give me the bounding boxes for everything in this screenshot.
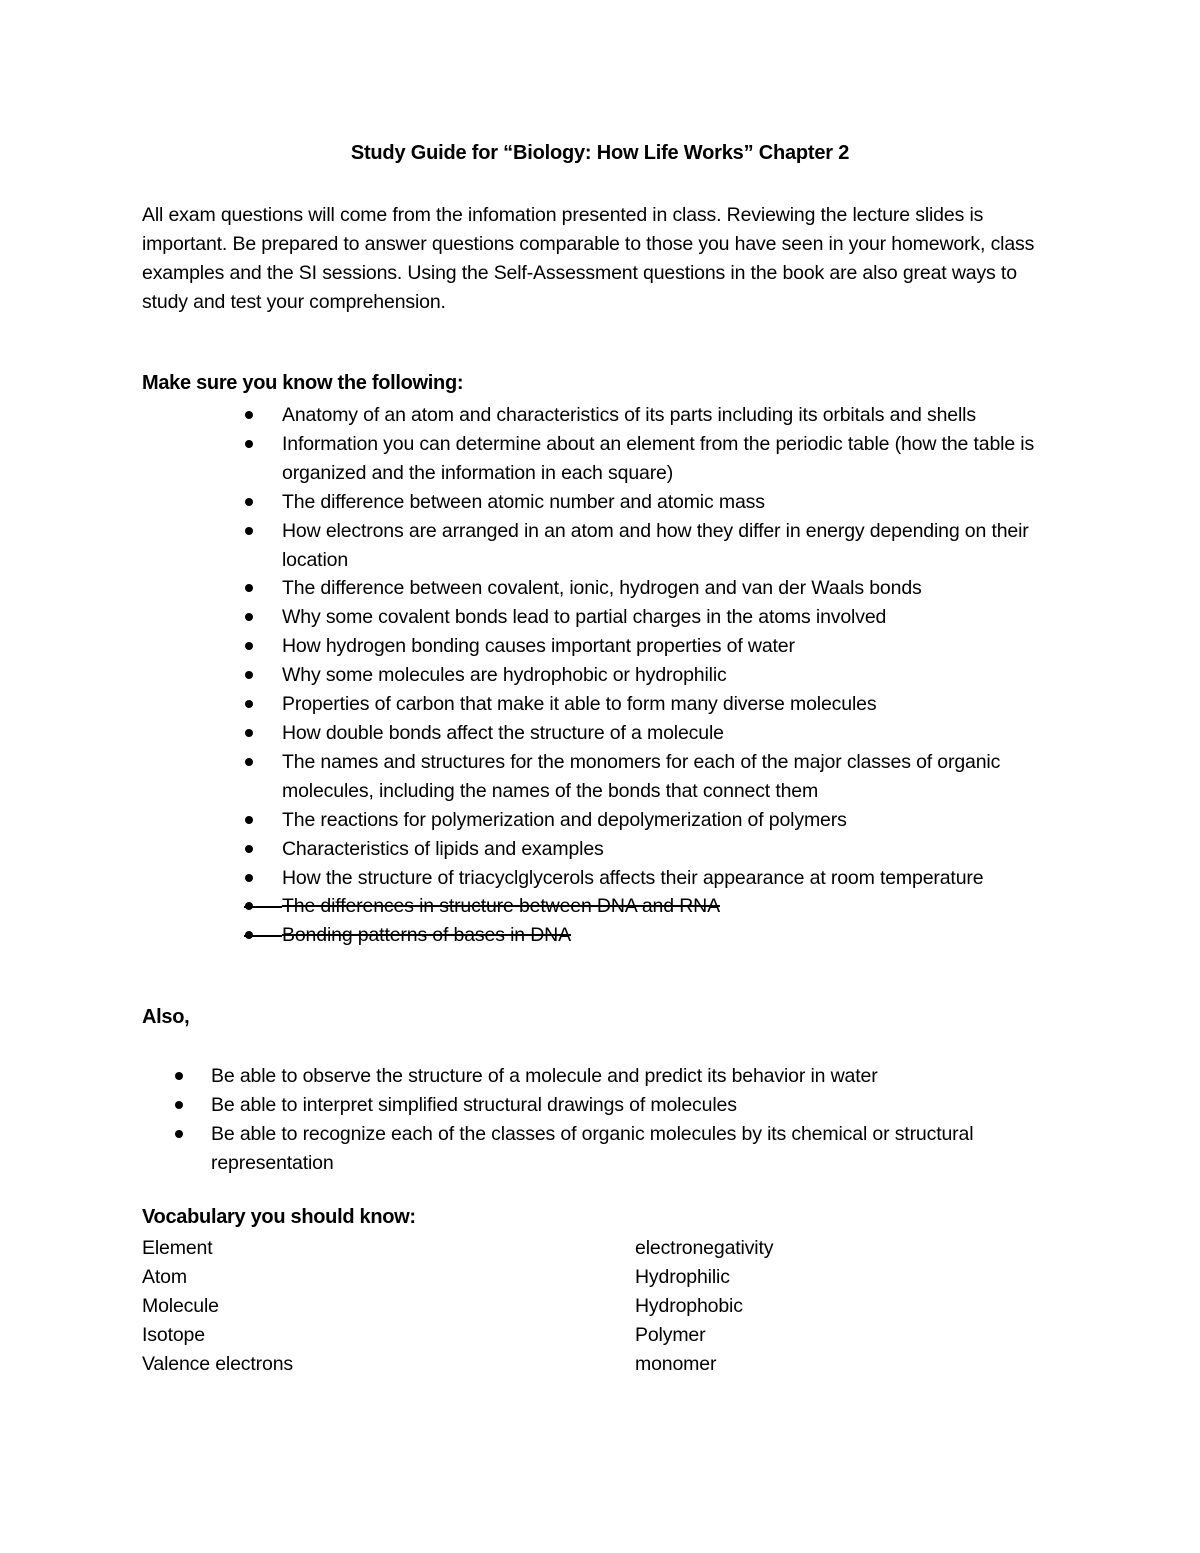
know-item [282, 719, 1072, 748]
bullet-icon [245, 874, 253, 882]
know-item-text: The differences in structure between DNA and RNA [282, 895, 720, 918]
also-item-text: Be able to recognize each of the classes of organic molecules by its chemical or structural representation [211, 1122, 974, 1174]
also-list [211, 1062, 1011, 1178]
know-item [282, 748, 1072, 806]
know-item-text: The reactions for polymerization and depolymerization of polymers [282, 808, 847, 831]
vocab-term: Atom [142, 1265, 187, 1288]
bullet-icon [245, 440, 253, 448]
vocab-term: Valence electrons [142, 1352, 294, 1375]
bullet-icon [245, 613, 253, 621]
vocab-term: monomer [635, 1352, 717, 1375]
also-item [211, 1120, 1011, 1178]
know-item [282, 806, 1072, 835]
vocab-term: Hydrophobic [635, 1294, 743, 1317]
know-item-text: How double bonds affect the structure of a molecule [282, 721, 724, 744]
know-item-text: How electrons are arranged in an atom and how they differ in energy depending on their location [282, 519, 1029, 571]
vocab-term: Hydrophilic [635, 1265, 730, 1288]
bullet-icon [245, 642, 253, 650]
bullet-icon [245, 671, 253, 679]
also-item [211, 1062, 1011, 1091]
know-item-text: The names and structures for the monomers for each of the major classes of organic molecules, including the names of the bonds that connect them [282, 750, 1001, 802]
bullet-icon [245, 584, 253, 592]
know-item-text: How hydrogen bonding causes important properties of water [282, 635, 795, 658]
vocab-term: electronegativity [635, 1237, 774, 1259]
know-item [282, 517, 1072, 575]
document-title: Study Guide for “Biology: How Life Works” Chapter 2 [350, 142, 850, 164]
also-item-text: Be able to observe the structure of a molecule and predict its behavior in water [211, 1065, 878, 1087]
know-list [282, 401, 1072, 950]
also-heading: Also, [142, 1006, 190, 1028]
know-item [282, 690, 1072, 719]
bullet-icon [245, 902, 253, 910]
know-item-text: Why some covalent bonds lead to partial charges in the atoms involved [282, 606, 887, 629]
vocab-term: Element [142, 1237, 213, 1259]
know-item-text: Characteristics of lipids and examples [282, 837, 604, 860]
vocab-term: Polymer [635, 1323, 706, 1346]
know-item-text: Bonding patterns of bases in DNA [282, 924, 571, 947]
bullet-icon [175, 1072, 183, 1080]
bullet-icon [175, 1101, 183, 1109]
know-item-struck [282, 892, 1072, 921]
know-item [282, 835, 1072, 864]
know-item-struck [282, 921, 1072, 950]
know-item [282, 430, 1072, 488]
know-item [282, 603, 1072, 632]
bullet-icon [245, 845, 253, 853]
bullet-icon [245, 527, 253, 535]
bullet-icon [245, 498, 253, 506]
vocab-right-column [635, 1234, 1055, 1379]
vocab-heading: Vocabulary you should know: [142, 1206, 416, 1228]
know-item-text: Why some molecules are hydrophobic or hydrophilic [282, 664, 727, 687]
vocab-left-column [142, 1234, 562, 1379]
vocab-term: Isotope [142, 1323, 205, 1346]
know-item-text: How the structure of triacyclglycerols affects their appearance at room temperature [282, 866, 984, 889]
know-item-text: The difference between covalent, ionic, hydrogen and van der Waals bonds [282, 577, 922, 600]
bullet-icon [175, 1130, 183, 1138]
bullet-icon [245, 931, 253, 939]
also-item [211, 1091, 1011, 1120]
know-item [282, 574, 1072, 603]
know-item [282, 632, 1072, 661]
know-item-text: Information you can determine about an element from the periodic table (how the table is organized and the information in each square) [282, 432, 1035, 484]
know-item [282, 488, 1072, 517]
know-item-text: The difference between atomic number and atomic mass [282, 490, 765, 513]
bullet-icon [245, 729, 253, 737]
intro-paragraph: All exam questions will come from the infomation presented in class. Reviewing the lecture slides is important. Be prepared to answer questions comparable to those you have seen in your homework, class examples and the SI sessions. Using the Self-Assessment questions in the book are also great ways to study and test your comprehension. [142, 204, 1035, 313]
know-item-text: Properties of carbon that make it able to form many diverse molecules [282, 693, 877, 716]
know-item [282, 864, 1072, 893]
know-item [282, 661, 1072, 690]
bullet-icon [245, 816, 253, 824]
bullet-icon [245, 758, 253, 766]
vocab-term: Molecule [142, 1294, 219, 1317]
know-heading: Make sure you know the following: [142, 372, 464, 394]
bullet-icon [245, 411, 253, 419]
also-item-text: Be able to interpret simplified structural drawings of molecules [211, 1093, 737, 1116]
bullet-icon [245, 700, 253, 708]
know-item-text: Anatomy of an atom and characteristics of its parts including its orbitals and shells [282, 404, 976, 426]
know-item [282, 401, 1072, 430]
